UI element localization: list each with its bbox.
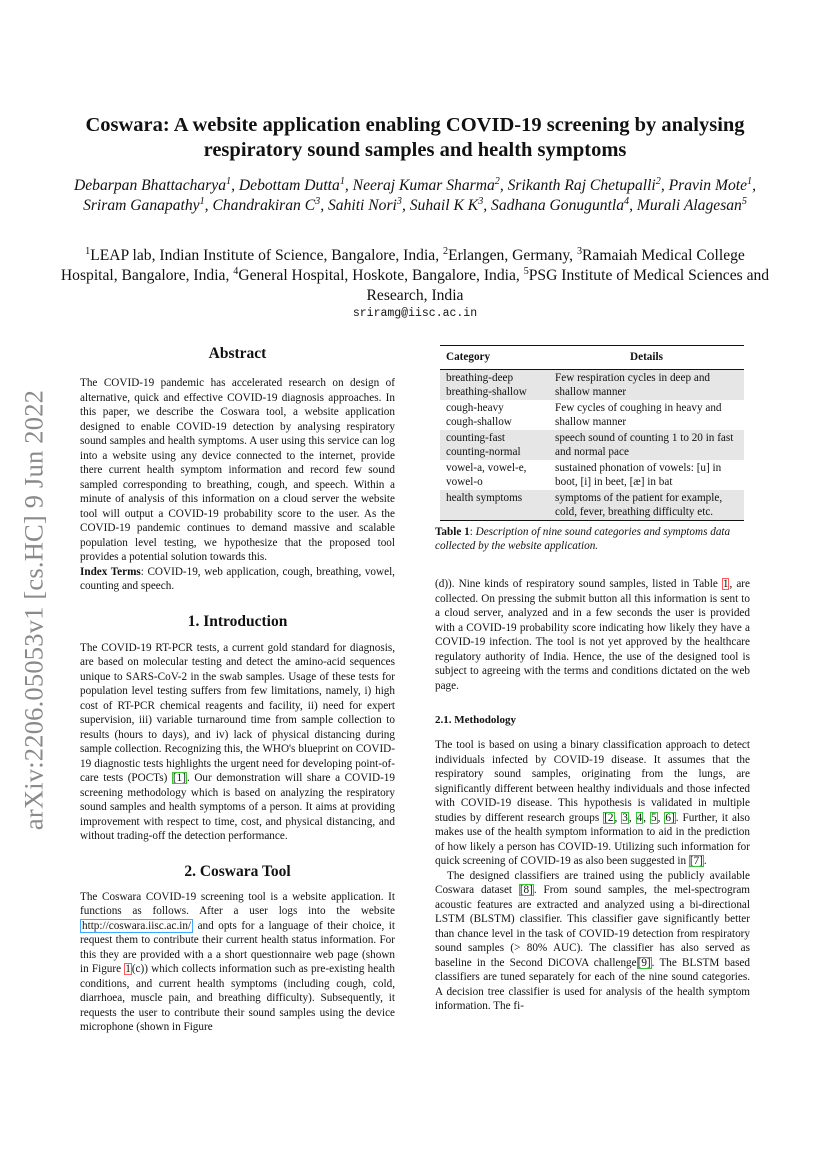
meth-text-part: . The BLSTM based classifiers are tuned separately for each of the nine sound categories. A decision tree classifier is used for analysis of the health symptom information. The fi- [435, 956, 750, 1012]
affiliation-text: LEAP lab, Indian Institute of Science, Bangalore, India, [90, 247, 443, 264]
citation-link[interactable]: 4 [636, 811, 643, 824]
left-column [80, 344, 395, 1035]
citation-link[interactable]: 3 [622, 811, 628, 824]
author-affiliation-mark: 1 [747, 175, 753, 187]
table-cell-category: counting-fast counting-normal [440, 430, 549, 460]
author-affiliation-mark: 1 [226, 175, 232, 187]
author-list: Debarpan Bhattacharya$^1$, Debottam Dutta$^1$, Neeraj Kumar Sharma$^2$, Srikanth Raj Chetupalli$^2$, Pravin Mote$^1$, Sriram Ganapathy$^1$, Chandrakiran $C^3$, Sahiti Nori$^3$, Suhail K $K^3$, Sadhana Gonuguntla$^4$, Murali Alagesan$^5$ [74, 175, 756, 214]
affiliation-mark: 3 [576, 245, 583, 257]
methodology-paragraph-1: The tool is based on using a binary classification approach to detect individuals infected by COVID-19 disease. It assumes that the respiratory sound samples, originating from the lungs, are significantly different between healthy individuals and those infected with COVID-19 disease. This hypothesis is validated in multiple studies by different research groups [2, 3, 4, 5, 6]. Further, it also makes use of the health symptom information to aid in the prediction of how likely a person has COVID-19. Utilizing such information for quick screening of COVID-19 as also been suggested in [7]. [435, 739, 751, 867]
abstract-heading: Abstract [208, 345, 267, 362]
table-caption-text: Description of nine sound categories and symptoms data collected by the website application. [435, 526, 731, 552]
affiliation-mark: 1 [85, 245, 91, 257]
meth-text-part: The tool is based on using a binary classification approach to detect individuals infected by COVID-19 disease. It assumes that the respiratory sound samples, originating from the lungs, are significantly different between healthy individuals and those infected with COVID-19 disease. This hypothesis is validated in multiple studies by different research groups [435, 739, 750, 824]
right-column [435, 345, 750, 1014]
table-cell-category: breathing-deep breathing-shallow [440, 370, 549, 401]
table-cell-category: health symptoms [440, 490, 549, 521]
author-name: Debottam Dutta [238, 177, 340, 194]
author-affiliation-mark: 2 [655, 175, 661, 187]
table-caption: Table 1: Description of nine sound categories and symptoms data collected by the website application. [435, 526, 731, 552]
author-affiliation-mark: 1 [339, 175, 345, 187]
author-name: Debarpan Bhattacharya [74, 177, 227, 194]
abstract-text: The COVID-19 pandemic has accelerated research on design of alternative, quick and effective COVID-19 diagnosis approaches. In this paper, we describe the Coswara tool, a website application designed to enable COVID-19 detection by analysing respiratory sound samples and health symptoms. A user using this service can log into a website using any device connected to the internet, provide there current health symptom information and record few sound sampled corresponding to breathing, cough, and speech. Within a minute of analysis of this information on a cloud server the website tool will output a COVID-19 probability score to the user. As the COVID-19 pandemic continues to demand massive and scalable population level testing, we hypothesize that the proposed tool provides a potential solution towards this. [80, 377, 395, 563]
sound-category-table [440, 345, 744, 521]
table-cell-details: sustained phonation of vowels: [u] in boot, [i] in beet, [æ] in bat [555, 462, 722, 488]
author-affiliation-mark: 2 [494, 175, 500, 187]
figure-ref-link[interactable]: 1 [125, 963, 131, 975]
author-name: Sahiti Nori [327, 197, 397, 214]
table-row [440, 460, 744, 490]
author-name: Neeraj Kumar Sharma [352, 177, 495, 194]
citation-link[interactable]: 5 [651, 811, 657, 824]
author-affiliation-mark: 3 [396, 195, 402, 207]
contact-email[interactable]: sriramg@iisc.ac.in [352, 307, 478, 320]
table-header-details: Details [549, 346, 744, 370]
affiliation-text: PSG Institute of Medical Sciences and Research, India [366, 267, 770, 304]
table-row [440, 490, 744, 521]
affiliation-text: Erlangen, Germany, [448, 247, 577, 264]
index-terms-label: Index Terms [80, 565, 141, 578]
table-cell-category: cough-heavy cough-shallow [446, 402, 512, 428]
table-header-category: Category [440, 346, 549, 370]
tool-text-part: and opts for a language of their choice, it request them to contribute their current health status information. For this they are provided with a a short questionnaire web page (shown in Figure [80, 919, 395, 975]
affiliation-text: General Hospital, Hoskote, Bangalore, India, [238, 267, 524, 284]
introduction-heading: 1. Introduction [187, 612, 288, 630]
affiliation-mark: 5 [523, 265, 529, 277]
citation-link[interactable]: 6] [665, 811, 675, 824]
citation-link[interactable]: [1] [172, 772, 186, 784]
intro-text-part: . Our demonstration will share a COVID-19 screening methodology which is based on analyzing the respiratory sound samples and health symptoms of a person. It aims at providing improvement with respect to time, cost, and physical distancing, and without trading-off the detection performance. [80, 772, 395, 842]
table-cell-category: vowel-a, vowel-e, vowel-o [446, 462, 527, 488]
citation-link[interactable]: [2 [604, 811, 614, 824]
table-row [440, 400, 744, 430]
table-cell-details: Few cycles of coughing in heavy and shallow manner [555, 402, 722, 428]
table-ref-link[interactable]: 1 [722, 578, 729, 590]
meth-text-part: . From sound samples, the mel-spectrogram acoustic features are extracted and analyzed using a bi-directional LSTM (BLSTM) classifier. This classifier gave significantly better than chance level in the task of COVID-19 detection from respiratory sound samples (> 80% AUC). The classifier has also served as baseline in the Second DiCOVA challenge [435, 884, 750, 969]
citation-link[interactable]: [8] [519, 884, 533, 896]
index-terms-text: : COVID-19, web application, cough, breathing, vowel, counting and speech. [80, 565, 395, 592]
index-terms [80, 565, 395, 594]
author-name: Sadhana Gonuguntla [491, 197, 625, 214]
coswara-tool-continued [435, 577, 750, 693]
author-affiliation-mark: 1 [199, 195, 205, 207]
methodology-paragraph-2 [435, 869, 750, 1014]
author-name: Chandrakiran C [212, 197, 316, 214]
table-row [440, 430, 744, 460]
meth-text-part: . Further, it also makes use of the health symptom information to aid in the prediction of how likely a person has COVID-19. Utilizing such information for quick screening of COVID-19 as also been suggested in [435, 811, 751, 867]
author-name: Murali Alagesan [636, 197, 742, 214]
methodology-heading: 2.1. Methodology [435, 714, 516, 726]
tool-text-part: , are collected. On pressing the submit button all this information is sent to a cloud server, analyzed and in a few seconds the user is provided with a COVID-19 probability score indicating how likely they have a COVID-19 infection. The tool is not yet approved by the healthcare regulatory authority of India. Hence, the use of the designed tool is subject to agreeing with the terms and conditions dictated on the web page. [435, 578, 750, 692]
website-link[interactable]: http://coswara.iisc.ac.in/ [82, 919, 192, 932]
table-caption-label: Table 1 [435, 526, 470, 538]
author-name: Sriram Ganapathy [83, 197, 200, 214]
author-name: Srikanth Raj Chetupalli [507, 177, 656, 194]
affiliation-text: Ramaiah Medical College Hospital, Bangalore, India, [60, 247, 745, 284]
author-affiliation-mark: 3 [478, 195, 484, 207]
author-affiliation-mark: 3 [315, 195, 321, 207]
coswara-tool-text [80, 890, 395, 1035]
table-row [440, 370, 744, 401]
tool-text-part: (c)) which collects information such as pre-existing health conditions, and current health symptoms (including cough, cold, diarrhoea, muscle pain, and breathing difficulty). Subsequently, it requests the user to contribute their sound samples using the device microphone (shown in Figure [80, 963, 395, 1033]
citation-link[interactable]: [9] [637, 956, 651, 969]
tool-text-part: (d)). Nine kinds of respiratory sound samples, listed in Table [435, 578, 722, 590]
author-name: Pravin Mote [668, 177, 748, 194]
paper-title: Coswara: A website application enabling COVID-19 screening by analysing respiratory sound samples and health symptoms [85, 114, 745, 161]
table-cell-details: speech sound of counting 1 to 20 in fast and normal pace [549, 430, 744, 460]
table-cell-details: Few respiration cycles in deep and shallow manner [549, 370, 744, 401]
affiliations [60, 246, 770, 306]
table-cell-details: symptoms of the patient for example, cold, fever, breathing difficulty etc. [549, 490, 744, 521]
meth-text-part: . [703, 855, 707, 867]
arxiv-stamp-text: arXiv:2206.05053v1 [cs.HC] 9 Jun 2022 [18, 389, 49, 831]
coswara-tool-heading: 2. Coswara Tool [184, 862, 291, 880]
meth-text-part: The designed classifiers are trained using the publicly available Coswara dataset [435, 869, 750, 896]
author-affiliation-mark: 5 [741, 195, 747, 207]
intro-text-part: The COVID-19 RT-PCR tests, a current gold standard for diagnosis, are based on molecular testing and detect the amino-acid sequences unique to SARS-CoV-2 in the swab samples. Usage of these tests for population level testing suffers from few limitations, namely, i) high cost of RT-PCR chemical reagents and facility, ii) need for expert supervision, iii) variable turnaround time from sample collection to results (hours to days), and iv) lack of physical distancing during sample collection. Recognizing this, the WHO's blueprint on COVID-19 diagnostic tests highlights the urgent need for developing point-of-care tests (POCTs) [80, 641, 395, 784]
arxiv-stamp [16, 375, 52, 845]
author-name: Suhail K K [409, 197, 479, 214]
tool-text-part: The Coswara COVID-19 screening tool is a website application. It functions as follows. After a user logs into the website [80, 890, 395, 917]
citation-link[interactable]: [7] [689, 855, 703, 867]
author-affiliation-mark: 4 [624, 195, 630, 207]
affiliation-mark: 2 [443, 245, 449, 257]
introduction-text [80, 641, 395, 844]
affiliation-mark: 4 [233, 265, 239, 277]
